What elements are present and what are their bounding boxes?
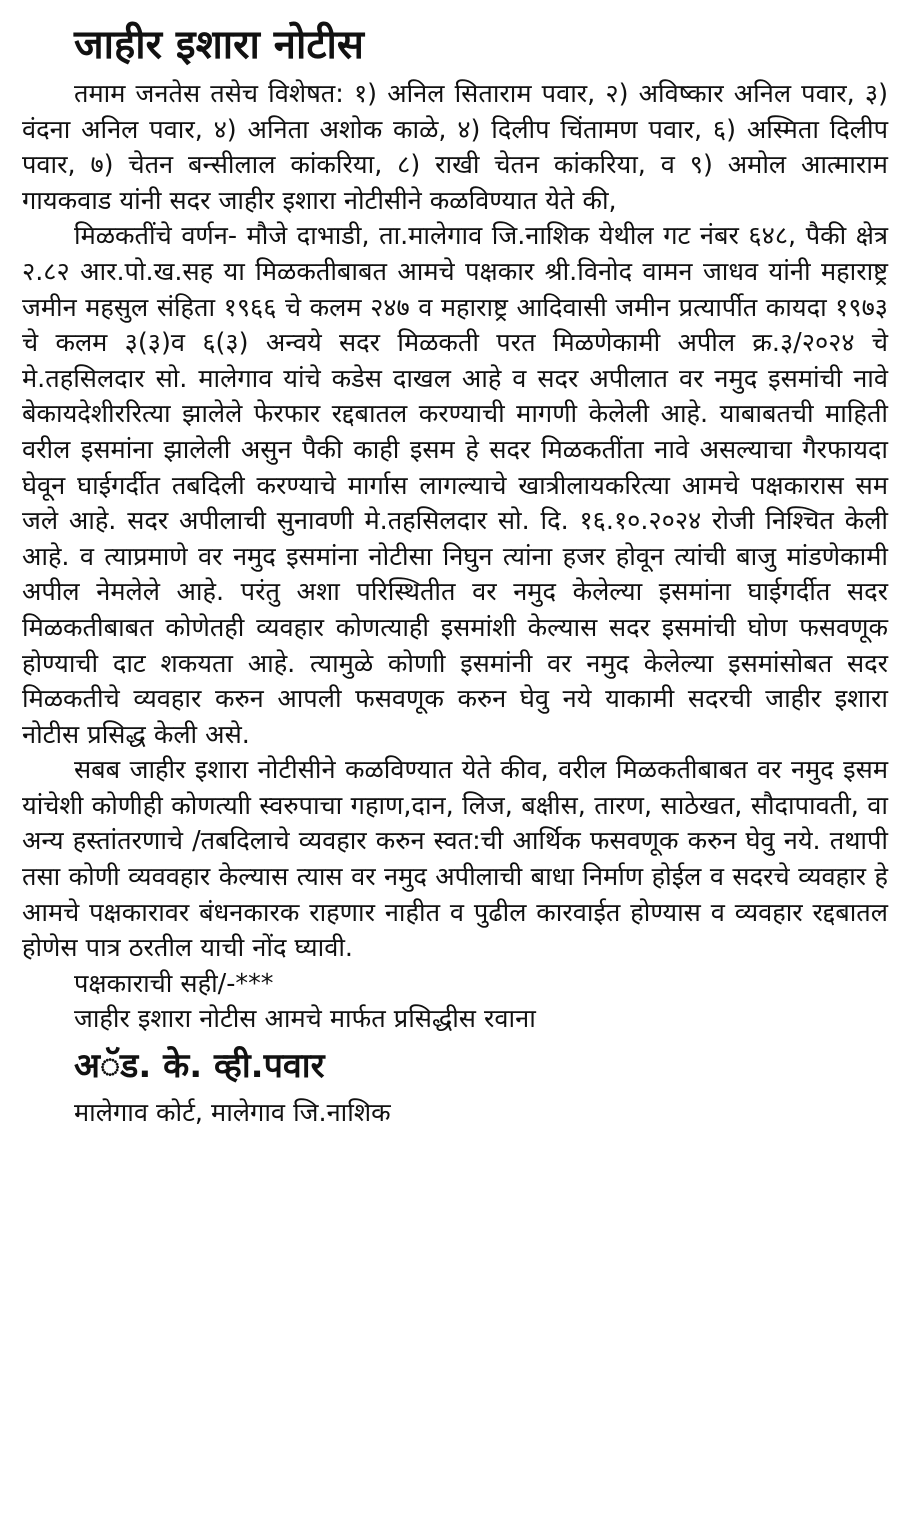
public-notice bbox=[22, 14, 888, 1502]
advocate-address: मालेगाव कोर्ट, मालेगाव जि.नाशिक bbox=[74, 1097, 391, 1128]
forwarded-line: जाहीर इशारा नोटीस आमचे मार्फत प्रसिद्धीस रवाना bbox=[74, 1003, 536, 1034]
notice-title: जाहीर इशारा नोटीस bbox=[74, 22, 364, 68]
notice-paragraph-property-description: मिळकतींचे वर्णन- मौजे दाभाडी, ता.मालेगाव जि.नाशिक येथील गट नंबर ६४८, पैकी क्षेत्र २.८२ आर.पो.ख.सह या मिळकतीबाबत आमचे पक्षकार श्री.विनोद वामन जाधव यांनी महाराष्ट्र जमीन महसुल संहिता १९६६ चे कलम २४७ व महाराष्ट्र आदिवासी जमीन प्रत्यार्पीत कायदा १९७३ चे कलम ३(३)व ६(३) अन्वये सदर मिळकती परत मिळणेकामी अपील क्र.३/२०२४ चे मे.तहसिलदार सो. मालेगाव यांचे कडेस दाखल आहे व सदर अपीलात वर नमुद इसमांची नावे बेकायदेशीररित्या झालेले फेरफार रद्दबातल करण्याची मागणी केलेली आहे. याबाबतची माहिती वरील इसमांना झालेली असुन पैकी काही इसम हे सदर मिळकतींता नावे असल्याचा गैरफायदा घेवून घाईगर्दीत तबदिली करण्याचे मार्गास लागल्याचे खात्रीलायकरित्या आमचे पक्षकारास सम जले आहे. सदर अपीलाची सुनावणी मे.तहसिलदार सो. दि. १६.१०.२०२४ रोजी निश्चित केली आहे. व त्याप्रमाणे वर नमुद इसमांना नोटीसा निघुन त्यांना हजर होवून त्यांची बाजु मांडणेकामी अपील नेमलेले आहे. परंतु अशा परिस्थितीत वर नमुद केलेल्या इसमांना घाईगर्दीत सदर मिळकतीबाबत कोणेतही व्यवहार कोणत्याही इसमांशी केल्यास सदर इसमांची घोण फसवणूक होण्याची दाट शकयता आहे. त्यामुळे कोणाी इसमांनी वर नमुद केलेल्या इसमांसोबत सदर मिळकतीचे व्यवहार करुन आपली फसवणूक करुन घेवु नये याकामी सदरची जाहीर इशारा नोटीस प्रसिद्ध केली असे. bbox=[22, 220, 888, 749]
advocate-name: अॅड. के. व्ही.पवार bbox=[74, 1046, 325, 1087]
client-signature-line: पक्षकाराची सही/-*** bbox=[74, 967, 274, 998]
notice-paragraph-warning: सबब जाहीर इशारा नोटीसीने कळविण्यात येते कीव, वरील मिळकतीबाबत वर नमुद इसम यांचेशी कोणीही कोणत्याी स्वरुपाचा गहाण,दान, लिज, बक्षीस, तारण, साठेखत, सौदापावती, वा अन्य हस्तांतरणाचे /तबदिलाचे व्यवहार करुन स्वत:ची आर्थिक फसवणूक करुन घेवु नये. तथापी तसा कोणी व्यववहार केल्यास त्यास वर नमुद अपीलाची बाधा निर्माण होईल व सदरचे व्यवहार हे आमचे पक्षकारावर बंधनकारक राहणार नाहीत व पुढील कारवाईत होण्यास व व्यवहार रद्दबातल होणेस पात्र ठरतील याची नोंद घ्यावी. bbox=[22, 754, 888, 963]
notice-paragraph-addressees: तमाम जनतेस तसेच विशेषत: १) अनिल सिताराम पवार, २) अविष्कार अनिल पवार, ३) वंदना अनिल पवार, ४) अनिता अशोक काळे, ४) दिलीप चिंतामण पवार, ६) अस्मिता दिलीप पवार, ७) चेतन बन्सीलाल कांकरिया, ८) राखी चेतन कांकरिया, व ९) अमोल आत्माराम गायकवाड यांनी सदर जाहीर इशारा नोटीसीने कळविण्यात येते की, bbox=[22, 78, 888, 215]
